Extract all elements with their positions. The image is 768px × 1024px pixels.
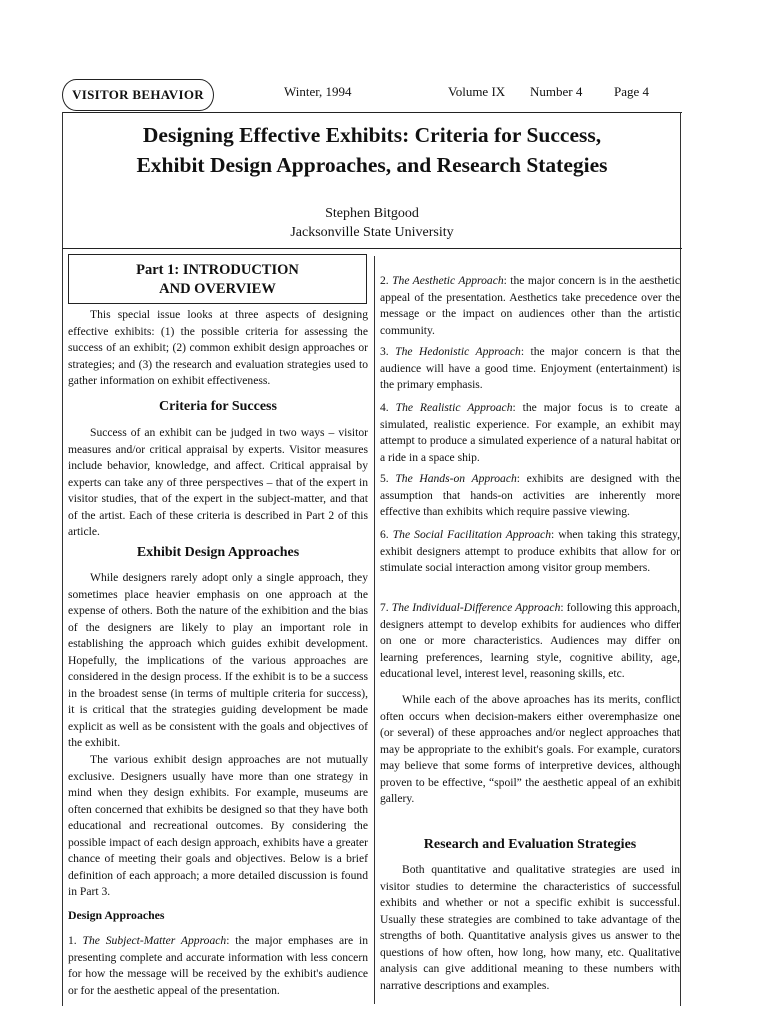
merits-paragraph: While each of the above aproaches has its merits, conflict often occurs when decision-makers either overemphasize one (or several) of these approaches and/or neglect approaches that may be appropriate to the exhibit's goals. For example, curators may believe that some forms of interpretive devices, although proven to be effective, “spoil” the aesthetic appeal of an exhibit gallery. (380, 693, 680, 805)
page-number: Page 4 (614, 84, 650, 99)
approach-item-5: 5. The Hands-on Approach: exhibits are designed with the assumption that hands-on activities are inherently more effective than exhibits which require passive viewing. (380, 472, 680, 518)
approach-item-3: 3. The Hedonistic Approach: the major concern is that the audience will have a good time. Enjoyment (entertainment) is the primary emphasis. (380, 345, 680, 391)
approaches-paragraph-1: While designers rarely adopt only a single approach, they sometimes place heavier emphasis on one approach at the expense of others. Both the nature of the exhibition and the bias of the designers are likely to play an important role in establishing the approach which guides exhibit development. Hopefully, the implications of the various approaches are considered in the design process. If the exhibit is to be a success in the broadest sense (in terms of multiple criteria for success), it is critical that the strategies guiding development be made explicit as well as be consistent with the goals and objectives of the exhibit. (68, 571, 368, 749)
journal-badge: VISITOR BEHAVIOR (62, 79, 214, 111)
article-title (64, 120, 680, 180)
heading-criteria: Criteria for Success (159, 399, 277, 414)
criteria-paragraph: Success of an exhibit can be judged in two ways – visitor measures and/or critical appraisal by experts. Visitor measures include behavior, knowledge, and affect. Critical appraisal by experts can take any of three perspectives – that of the expert in visitor studies, that of the expert in the subject-matter, and that of the artist. Each of these criteria is described in Part 2 of this article. (68, 426, 368, 538)
intro-paragraph: This special issue looks at three aspects of designing effective exhibits: (1) the possible criteria for assessing the success of an exhibit; (2) common exhibit design approaches or strategies; and (3) the research and evaluation strategies used to gather information on exhibit effectiveness. (68, 308, 368, 387)
heading-design-approaches: Design Approaches (68, 908, 165, 922)
approach-item-4: 4. The Realistic Approach: the major focus is to create a simulated, realistic experience. For example, an exhibit may attempt to produce a simulated experience of a natural habitat or a ride in a space ship. (380, 401, 680, 464)
frame-right-line (680, 112, 681, 1006)
issue-season: Winter, 1994 (284, 84, 352, 99)
approaches-paragraph-2: The various exhibit design approaches are not mutually exclusive. Designers usually have more than one strategy in mind when they design exhibits. For example, museums are often concerned that exhibits be designed so that they have both educational and recreational outcomes. By considering the possible impact of each design approach, exhibits have a greater chance of meeting their goals and objectives. Below is a brief definition of each approach; a more detailed discussion is found in Part 3. (68, 753, 368, 898)
title-line-2: Exhibit Design Approaches, and Research Stategies (136, 153, 608, 177)
column-divider (374, 256, 375, 1004)
part-heading-line-1: Part 1: INTRODUCTION (136, 262, 299, 278)
masthead-rule (62, 112, 682, 113)
heading-research: Research and Evaluation Strategies (423, 837, 637, 852)
part-heading-line-2: AND OVERVIEW (159, 281, 276, 297)
author-name: Stephen Bitgood (325, 206, 419, 221)
frame-left-line (62, 112, 63, 1006)
part-heading-box (68, 254, 367, 304)
approach-item-7: 7. The Individual-Difference Approach: following this approach, designers attempt to develop exhibits for audiences who differ on one or more characteristics. Audiences may differ on learning preferences, learning style, cognitive ability, age, educational level, interest level, reasoning skills, etc. (380, 601, 680, 680)
byline (64, 204, 680, 242)
approach-item-1: 1. The Subject-Matter Approach: the major emphases are in presenting complete and accurate information with less concern for how the message will be received by the exhibit's audience or for the aesthetic appeal of the presentation. (68, 934, 368, 997)
issue-number: Number 4 (530, 84, 583, 99)
issue-volume: Volume IX (448, 84, 506, 99)
title-line-1: Designing Effective Exhibits: Criteria for Success, (142, 123, 602, 147)
title-rule (62, 248, 682, 249)
approach-item-6: 6. The Social Facilitation Approach: when taking this strategy, exhibit designers attempt to produce exhibits that allow for or stimulate social interaction among visitor group members. (380, 528, 680, 574)
author-affiliation: Jacksonville State University (290, 225, 454, 240)
research-paragraph: Both quantitative and qualitative strategies are used in visitor studies to determine the characteristics of successful exhibits and whether or not a specific exhibit is successful. Usually these strategies are combined to take advantage of the strengths of both. Quantitative analysis gives us answer to the questions of how often, how long, how many, etc. Qualitative analysis can give additional meaning to these numbers with narrative descriptions and examples. (380, 863, 680, 992)
approach-item-2: 2. The Aesthetic Approach: the major concern is in the aesthetic appeal of the presentation. Aesthetics take precedence over the message or the impact on audiences other than the artistic community. (380, 274, 680, 337)
heading-approaches: Exhibit Design Approaches (136, 545, 300, 560)
